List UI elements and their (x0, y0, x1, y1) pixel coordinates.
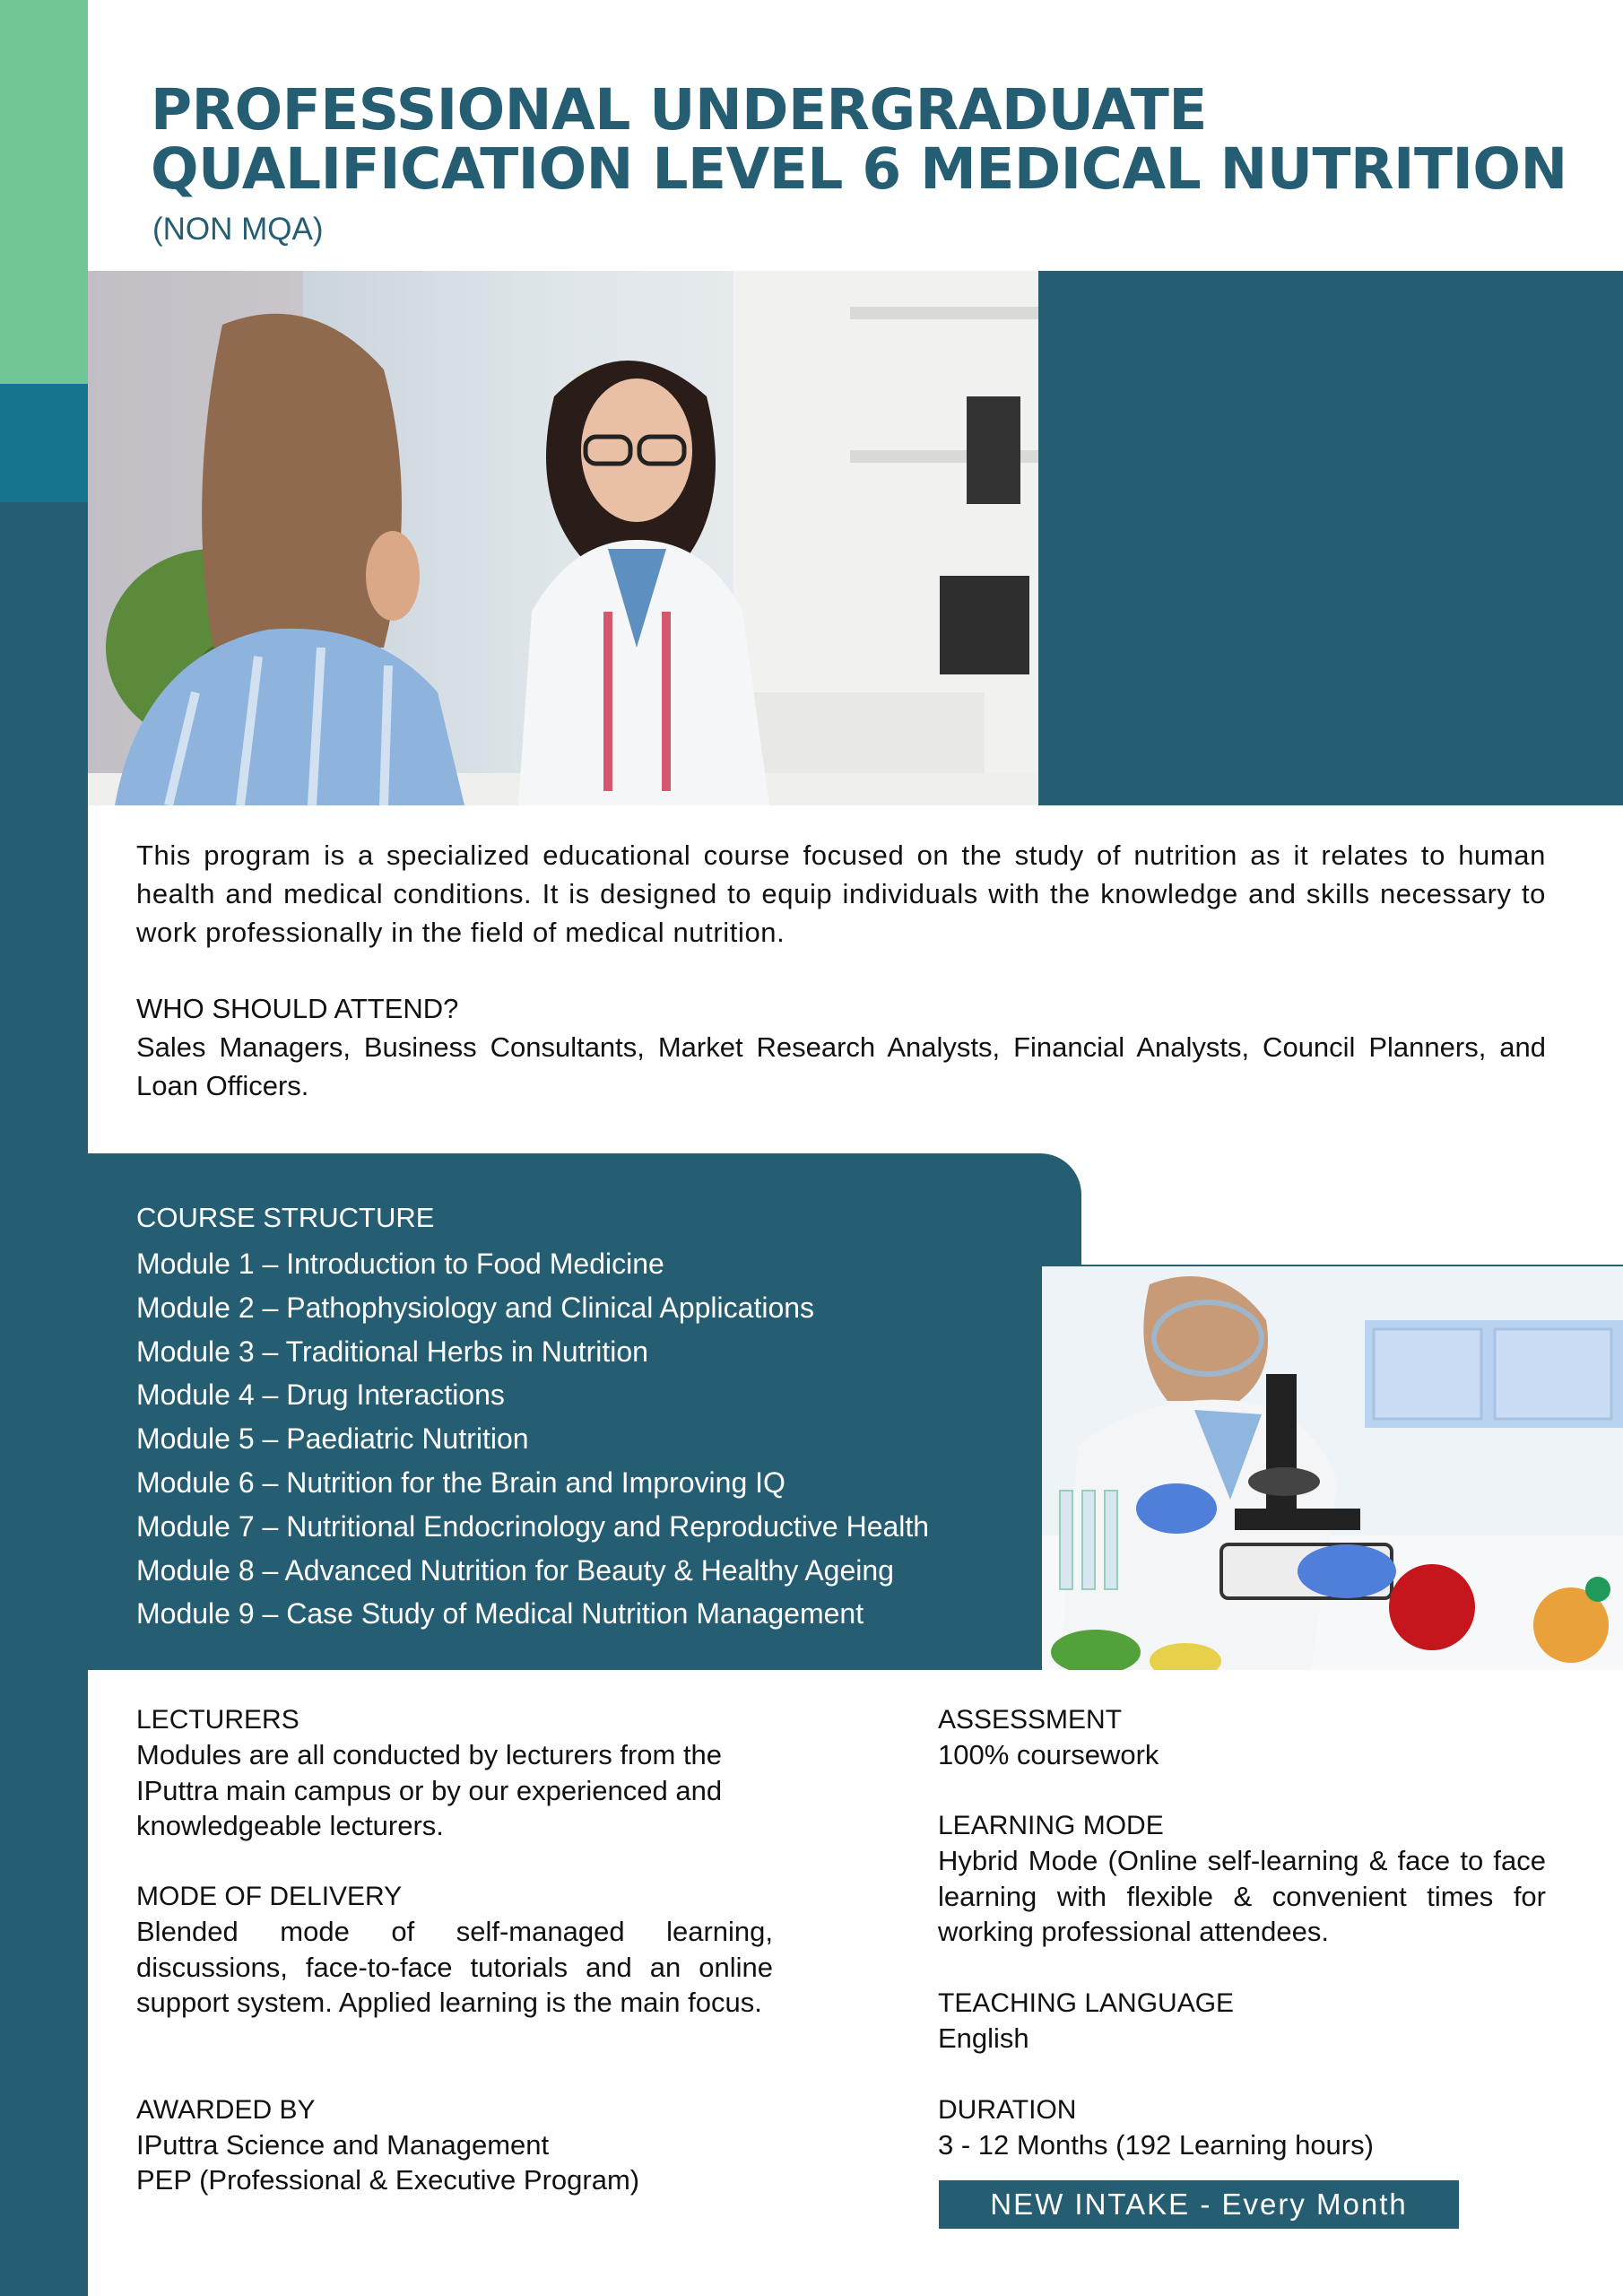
page-subtitle: (NON MQA) (152, 212, 324, 247)
assessment-text: 100% coursework (938, 1739, 1159, 1770)
awarded-by-institution: IPuttra Science and Management (136, 2129, 550, 2161)
lecturers-text: Modules are all conducted by lecturers from the IPuttra main campus or by our experienced and knowledgeable lecturers. (136, 1739, 723, 1841)
side-accent-green (0, 0, 88, 384)
consultation-photo (88, 271, 1038, 805)
duration-heading: DURATION (938, 2095, 1077, 2125)
awarded-by-program: PEP (Professional & Executive Program) (136, 2164, 640, 2196)
mode-of-delivery-text: Blended mode of self-managed learning, discussions, face-to-face tutorials and an online support system. Applied learning is the main focus. (136, 1916, 773, 2018)
page-title: PROFESSIONAL UNDERGRADUATE QUALIFICATION LEVEL 6 MEDICAL NUTRITION (151, 77, 1567, 202)
laboratory-photo (1042, 1266, 1623, 1670)
duration-text: 3 - 12 Months (192 Learning hours) (938, 2129, 1374, 2161)
program-description: This program is a specialized educational course focused on the study of nutrition as it relates to human health and medical conditions. It is designed to equip individuals with the knowledge and skills necessary to work professionally in the field of medical nutrition. (136, 839, 1546, 948)
awarded-by-heading: AWARDED BY (136, 2095, 316, 2125)
who-should-attend-text: Sales Managers, Business Consultants, Market Research Analysts, Financial Analysts, Council Planners, and Loan Officers. (136, 1031, 1546, 1101)
assessment-heading: ASSESSMENT (938, 1705, 1123, 1735)
new-intake-banner: NEW INTAKE - Every Month (939, 2180, 1459, 2229)
module-item: Module 2 – Pathophysiology and Clinical Applications (136, 1291, 815, 1324)
who-should-attend-heading: WHO SHOULD ATTEND? (136, 993, 459, 1024)
module-list (136, 1242, 929, 1636)
learning-mode-text: Hybrid Mode (Online self-learning & face to face learning with flexible & convenient times for working professional attendees. (938, 1845, 1546, 1947)
learning-mode-heading: LEARNING MODE (938, 1811, 1164, 1840)
module-item: Module 3 – Traditional Herbs in Nutrition (136, 1335, 648, 1368)
module-item: Module 6 – Nutrition for the Brain and Improving IQ (136, 1465, 785, 1499)
side-accent-navy (0, 502, 88, 2296)
side-accent-teal (0, 384, 88, 502)
module-item: Module 4 – Drug Interactions (136, 1378, 505, 1412)
teaching-language-heading: TEACHING LANGUAGE (938, 1988, 1235, 2018)
module-item: Module 8 – Advanced Nutrition for Beauty & Healthy Ageing (136, 1553, 894, 1587)
teaching-language-text: English (938, 2022, 1029, 2054)
module-item: Module 7 – Nutritional Endocrinology and Reproductive Health (136, 1509, 930, 1543)
lecturers-heading: LECTURERS (136, 1705, 299, 1735)
module-item: Module 9 – Case Study of Medical Nutrition Management (136, 1597, 864, 1631)
module-item: Module 1 – Introduction to Food Medicine (136, 1248, 664, 1280)
module-item: Module 5 – Paediatric Nutrition (136, 1422, 529, 1456)
course-structure-heading: COURSE STRUCTURE (136, 1202, 435, 1233)
mode-of-delivery-heading: MODE OF DELIVERY (136, 1882, 403, 1911)
hero-color-panel (1038, 271, 1623, 805)
